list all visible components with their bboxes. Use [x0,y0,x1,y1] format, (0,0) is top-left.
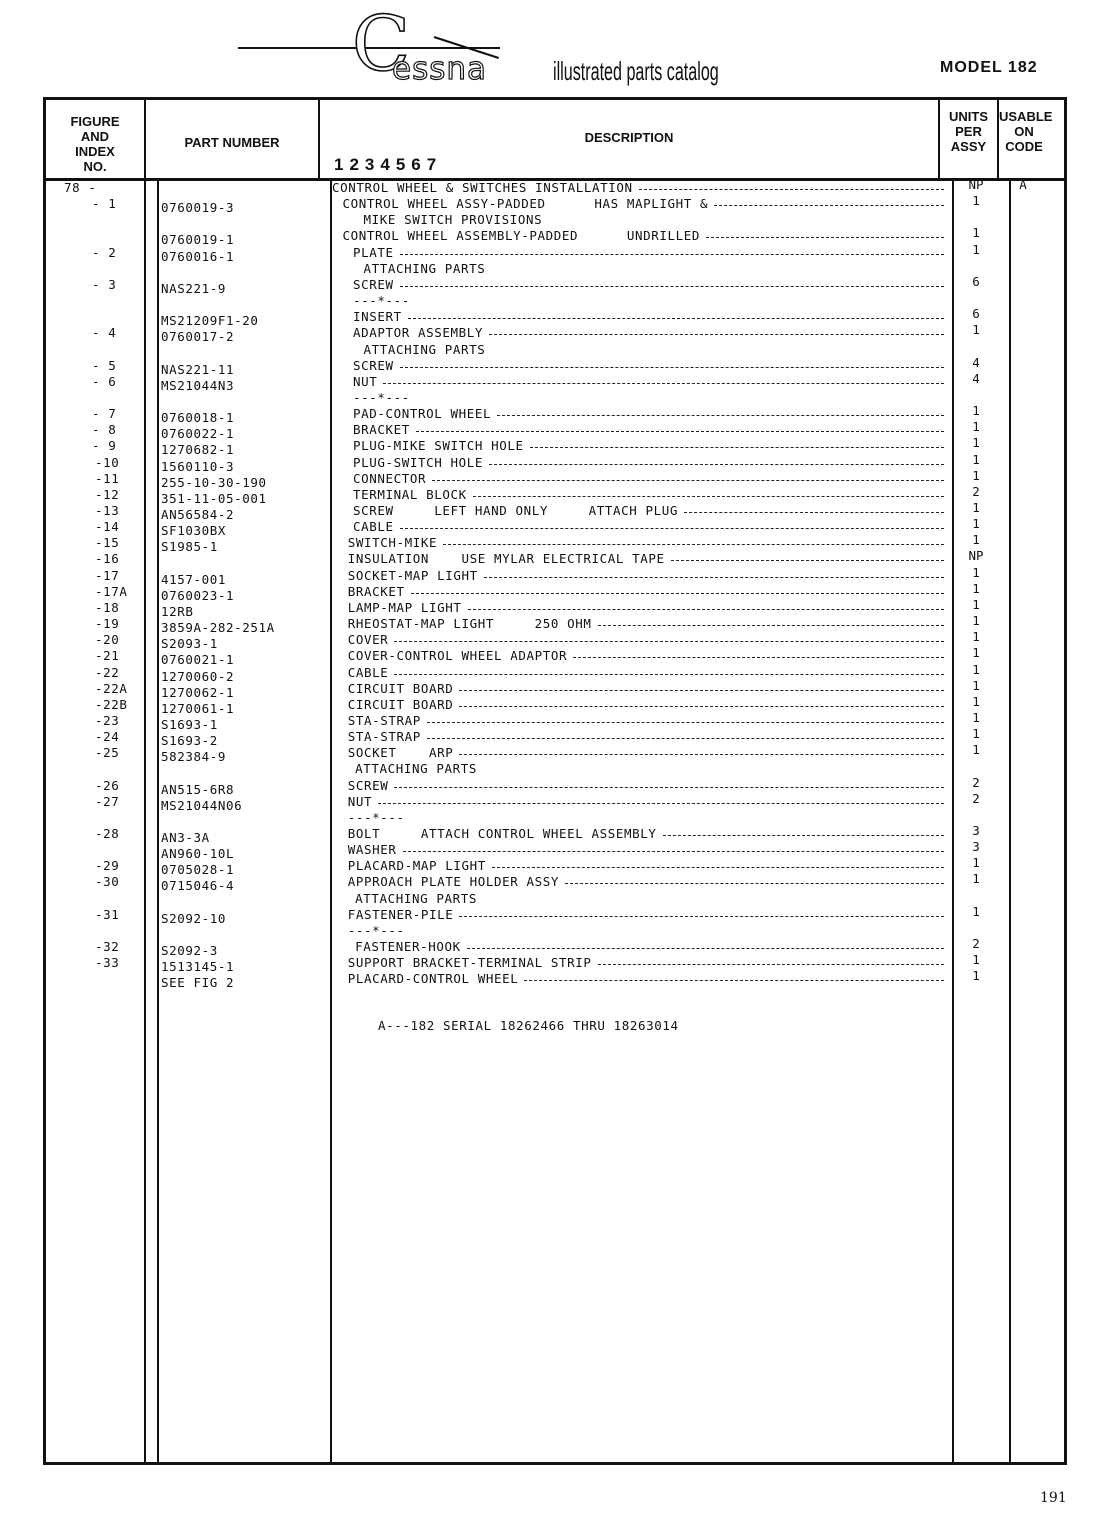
row-units-per-assy: 1 [972,693,980,709]
row-index-number: -12 [95,486,120,502]
header-usable-line: ON [1014,124,1034,139]
row-units-per-assy: 1 [972,516,980,532]
row-index-number: - 1 [92,196,117,212]
row-description [353,359,944,373]
row-part-number: 0760019-3 [161,200,235,216]
header-figure-line: FIGURE [70,114,120,129]
row-description [364,213,945,227]
row-part-number: S1693-1 [161,716,218,732]
row-dash-leader [489,326,944,335]
row-dash-leader [467,940,944,949]
row-units-per-assy: 1 [972,903,980,919]
row-index-number: -32 [95,939,120,955]
row-units-per-assy: 1 [972,403,980,419]
row-index-number: -14 [95,519,120,535]
row-dash-leader [403,843,944,852]
row-description [353,375,944,389]
row-units-per-assy: NP [968,177,984,192]
row-description [355,892,944,906]
row-units-per-assy: 1 [972,613,980,629]
row-description [353,310,944,324]
row-description [348,795,944,809]
row-description-text: ---*--- [347,809,405,825]
row-dash-leader [468,601,944,610]
row-units-per-assy: 1 [972,193,980,209]
row-description [353,439,944,453]
row-description-text: PLUG-MIKE SWITCH HOLE [353,438,524,454]
row-index-number: -28 [95,826,120,841]
row-units-per-assy: 2 [972,936,980,952]
row-description [348,682,944,696]
header-units-line: UNITS [949,109,988,124]
row-description [355,940,944,954]
row-dash-leader [714,197,944,206]
row-description [353,456,944,470]
row-dash-leader [459,746,944,755]
row-dash-leader [432,472,944,481]
row-description [355,762,944,776]
row-description [348,811,944,825]
row-part-number: AN960-10L [161,846,235,862]
row-index-number: -21 [95,648,120,664]
header-figure-line: INDEX [75,144,115,159]
row-description-text: SCREW [353,357,394,373]
row-units-per-assy: 6 [972,273,980,289]
row-part-number: 1270060-2 [161,668,235,684]
row-dash-leader [394,666,944,675]
header-usable-on-code [999,109,1053,154]
row-index-number: 78 - [64,180,97,195]
row-index-number: - 8 [92,422,117,438]
row-dash-leader [459,908,944,917]
row-units-per-assy: 1 [972,322,980,338]
row-description [348,552,944,566]
row-description-text: SCREW LEFT HAND ONLY ATTACH PLUG [353,503,679,518]
row-description [348,536,944,550]
model-label: MODEL 182 [940,59,1038,76]
row-part-number: 0705028-1 [161,862,235,878]
row-description [348,859,944,873]
row-description-text: WASHER [347,842,397,858]
row-description-text: ATTACHING PARTS [363,260,486,276]
row-units-per-assy: 3 [972,823,980,838]
row-units-per-assy: 2 [972,483,980,499]
row-dash-leader [530,439,944,448]
row-dash-leader [427,714,944,723]
row-units-per-assy: 6 [972,306,980,322]
row-dash-leader [459,698,944,707]
row-description [364,262,945,276]
row-description [353,423,944,437]
row-description [348,972,944,986]
row-dash-leader [411,585,944,594]
row-units-per-assy: 4 [972,370,980,386]
row-description-text: ---*--- [353,389,410,405]
header-units-line: ASSY [950,139,987,154]
row-description-text: PLATE [353,244,394,260]
row-index-number: -33 [95,955,120,971]
row-units-per-assy: 1 [972,677,980,693]
row-part-number: 12RB [161,603,194,619]
row-index-number: -29 [95,858,120,874]
row-part-number: S2092-3 [161,943,218,959]
row-description-text: CABLE [353,519,394,535]
serial-footnote: A---182 SERIAL 18262466 THRU 18263014 [378,1018,679,1033]
row-dash-leader [473,488,944,497]
row-index-number: -11 [95,470,120,486]
row-description-text: RHEOSTAT-MAP LIGHT 250 OHM [347,616,592,632]
row-units-per-assy: 1 [972,451,980,467]
header-figure-line: NO. [83,159,107,174]
row-description-text: ADAPTOR ASSEMBLY [353,325,484,341]
header-description: DESCRIPTION [584,130,674,145]
row-description [353,294,944,308]
row-description-text: PAD-CONTROL WHEEL [353,406,492,422]
row-index-number: - 5 [92,357,117,373]
row-part-number: 0760017-2 [161,329,235,345]
row-description [348,569,944,583]
row-index-number: - 7 [92,406,117,422]
row-units-per-assy: 1 [972,742,980,758]
row-dash-leader [573,649,944,658]
row-description [348,924,944,938]
row-part-number: 0760016-1 [161,248,235,264]
row-dash-leader [427,730,944,739]
row-description [353,326,944,340]
row-description [348,956,944,970]
row-index-number: -13 [95,503,120,518]
row-dash-leader [489,456,944,465]
row-description [348,714,944,728]
row-index-number: -22B [95,696,128,712]
row-part-number: 4157-001 [161,571,227,587]
row-index-number: -15 [95,535,120,551]
row-description [353,472,944,486]
row-part-number: 0760022-1 [161,426,235,442]
row-description [348,633,944,647]
row-description-text: ---*--- [347,922,405,938]
row-part-number: 1270061-1 [161,700,235,716]
row-index-number: -10 [95,454,120,470]
row-units-per-assy: 1 [972,500,980,515]
row-description-text: PLUG-SWITCH HOLE [353,454,484,470]
row-part-number: 1513145-1 [161,959,235,975]
row-dash-leader [408,310,944,319]
row-description-text: NUT [353,373,378,389]
row-part-number: 1270682-1 [161,442,235,458]
row-description [364,343,945,357]
row-dash-leader [671,552,944,561]
header-usable-line: CODE [1005,139,1043,154]
row-description-text: CABLE [347,664,389,680]
row-description-text: CONNECTOR [353,470,427,486]
page-number: 191 [1040,1490,1067,1506]
row-dash-leader [383,375,944,384]
row-dash-leader [443,536,944,545]
row-part-number: AN3-3A [161,830,210,845]
row-description-text: CONTROL WHEEL ASSY-PADDED HAS MAPLIGHT & [342,196,709,212]
row-description [348,666,944,680]
header-part-number: PART NUMBER [184,135,280,150]
brand-logo-word: essna [392,51,488,87]
row-description [348,746,944,760]
row-units-per-assy: 1 [972,467,980,483]
row-units-per-assy: 1 [972,726,980,742]
row-description-text: ATTACHING PARTS [355,761,477,777]
row-part-number: MS21209F1-20 [161,313,259,329]
row-description-text: STA-STRAP [347,729,421,745]
row-index-number: - 2 [92,244,117,260]
row-part-number: AN515-6R8 [161,781,235,797]
row-dash-leader [484,569,944,578]
row-part-number: 0760019-1 [161,232,235,248]
column-rule-part [330,180,332,1462]
row-index-number: -22A [95,680,128,696]
row-description [353,520,944,534]
row-dash-leader [378,795,944,804]
row-index-number: -23 [95,712,120,728]
row-part-number: 3859A-282-251A [161,620,275,636]
row-index-number: - 9 [92,438,117,454]
row-index-number: -22 [95,664,120,680]
row-part-number: SF1030BX [161,523,227,539]
row-part-number: S2093-1 [161,636,218,652]
row-part-number: 255-10-30-190 [161,474,267,490]
row-units-per-assy: 1 [972,225,980,241]
row-part-number: 0715046-4 [161,878,235,894]
row-description-text: SOCKET ARP [347,745,454,761]
row-description-text: LAMP-MAP LIGHT [347,599,462,615]
indent-digits: 1234567 [334,155,443,174]
row-description-text: SUPPORT BRACKET-TERMINAL STRIP [347,955,592,971]
row-description [348,779,944,793]
column-rule-index-inner [157,180,159,1462]
row-index-number: -31 [95,906,120,922]
row-units-per-assy: 1 [972,645,980,661]
column-rule-units [1009,180,1011,1462]
row-part-number: S2092-10 [161,910,227,926]
row-part-number: 1270062-1 [161,684,235,700]
row-part-number: MS21044N3 [161,377,235,393]
row-dash-leader [394,779,944,788]
row-description [348,827,944,841]
row-units-per-assy: 2 [972,790,980,806]
row-description-text: PLACARD-CONTROL WHEEL [347,971,519,987]
row-units-per-assy: 3 [972,839,980,855]
row-index-number: -19 [95,616,120,632]
row-part-number: 582384-9 [161,749,227,765]
row-dash-leader [639,181,944,190]
row-description [348,875,944,889]
row-description-text: FASTENER-PILE [347,906,454,922]
row-units-per-assy: 1 [972,871,980,887]
row-description-text: ATTACHING PARTS [363,341,486,357]
row-part-number: NAS221-9 [161,280,227,296]
row-dash-leader [492,859,944,868]
row-description-text: ---*--- [353,293,410,309]
row-description-text: NUT [347,793,373,809]
header-units-line: PER [955,124,982,139]
row-index-number: - 4 [92,325,117,341]
row-description [348,698,944,712]
row-dash-leader [598,617,944,626]
row-description-text: SOCKET-MAP LIGHT [347,567,478,583]
row-dash-leader [524,972,944,981]
row-units-per-assy: 1 [972,661,980,677]
row-dash-leader [706,229,944,238]
row-part-number: 0760021-1 [161,652,235,668]
row-description [348,908,944,922]
row-description-text: FASTENER-HOOK [355,939,461,955]
row-units-per-assy: 1 [972,532,980,548]
row-dash-leader [400,246,944,255]
row-part-number: 0760018-1 [161,410,235,426]
row-description-text: CONTROL WHEEL & SWITCHES INSTALLATION [332,180,633,195]
row-dash-leader [598,956,944,965]
row-units-per-assy: 1 [972,435,980,451]
header-units-per-assy [940,109,997,154]
row-part-number: NAS221-11 [161,361,235,377]
row-units-per-assy: 1 [972,968,980,984]
row-index-number: -16 [95,551,120,567]
row-description [348,843,944,857]
row-part-number: 0760023-1 [161,587,235,603]
row-index-number: -17 [95,567,120,583]
row-units-per-assy: 1 [972,629,980,645]
row-description [353,407,944,421]
row-units-per-assy: 1 [972,419,980,435]
header-figure-line: AND [80,129,110,144]
row-description [353,278,944,292]
row-dash-leader [565,875,944,884]
row-dash-leader [684,504,944,513]
row-dash-leader [663,827,944,836]
header-figure-index [46,114,144,174]
row-description-text: COVER [347,632,389,648]
row-dash-leader [416,423,944,432]
row-description-text: CONTROL WHEEL ASSEMBLY-PADDED UNDRILLED [342,228,701,244]
row-units-per-assy: 1 [972,709,980,725]
row-index-number: -24 [95,729,120,745]
row-part-number: S1985-1 [161,539,218,555]
row-description [353,246,944,260]
row-description-text: ATTACHING PARTS [355,890,477,906]
row-part-number: AN56584-2 [161,507,235,522]
row-description [353,504,944,518]
row-description-text: SCREW [347,777,389,793]
row-description-text: BOLT ATTACH CONTROL WHEEL ASSEMBLY [347,826,657,841]
row-description [348,585,944,599]
row-index-number: -25 [95,745,120,761]
row-description-text: APPROACH PLATE HOLDER ASSY [347,874,560,890]
row-part-number: S1693-2 [161,733,218,749]
row-description-text: BRACKET [353,422,410,438]
row-description-text: INSERT [353,309,402,325]
row-description-text: SWITCH-MIKE [347,535,438,551]
row-units-per-assy: 1 [972,241,980,257]
row-dash-leader [394,633,944,642]
row-index-number: -20 [95,632,120,648]
row-index-number: - 6 [92,373,117,389]
brand-logo-initial: C [352,0,411,88]
row-description-text: SCREW [353,276,394,292]
row-units-per-assy: NP [968,548,984,564]
row-description-text: PLACARD-MAP LIGHT [347,858,486,874]
row-description [348,601,944,615]
row-description-text: TERMINAL BLOCK [353,486,467,502]
header-usable-line: USABLE [999,109,1053,124]
row-index-number: -30 [95,874,120,890]
row-part-number: 351-11-05-001 [161,490,267,506]
row-dash-leader [400,278,944,287]
row-units-per-assy: 2 [972,774,980,790]
row-part-number: MS21044N06 [161,797,243,813]
row-dash-leader [497,407,944,416]
row-dash-leader [400,520,944,529]
row-usable-code: A [1019,177,1027,192]
column-rule-index [144,100,146,1462]
row-units-per-assy: 1 [972,564,980,580]
row-dash-leader [459,682,944,691]
catalog-title: illustrated parts catalog [553,56,719,86]
row-units-per-assy: 1 [972,855,980,871]
row-description [343,197,945,211]
row-description [353,488,944,502]
row-index-number: -27 [95,793,120,809]
row-description-text: CIRCUIT BOARD [347,696,454,712]
row-description [332,181,944,195]
row-index-number: -18 [95,599,120,615]
row-dash-leader [400,359,944,368]
row-index-number: - 3 [92,276,117,292]
row-description [348,649,944,663]
row-description [353,391,944,405]
row-units-per-assy: 4 [972,354,980,370]
row-units-per-assy: 1 [972,580,980,596]
row-index-number: -17A [95,583,128,599]
row-description-text: BRACKET [347,583,405,599]
row-description-text: MIKE SWITCH PROVISIONS [363,212,543,228]
row-description-text: STA-STRAP [347,712,421,728]
row-part-number: SEE FIG 2 [161,975,235,991]
row-description-text: CIRCUIT BOARD [347,680,454,696]
row-units-per-assy: 1 [972,952,980,968]
row-description-text: COVER-CONTROL WHEEL ADAPTOR [347,648,568,664]
row-description [348,617,944,631]
row-part-number: 1560110-3 [161,458,235,474]
row-description [343,229,945,243]
row-description [348,730,944,744]
row-description-text: INSULATION USE MYLAR ELECTRICAL TAPE [347,551,665,567]
row-index-number: -26 [95,777,120,793]
row-units-per-assy: 1 [972,596,980,612]
